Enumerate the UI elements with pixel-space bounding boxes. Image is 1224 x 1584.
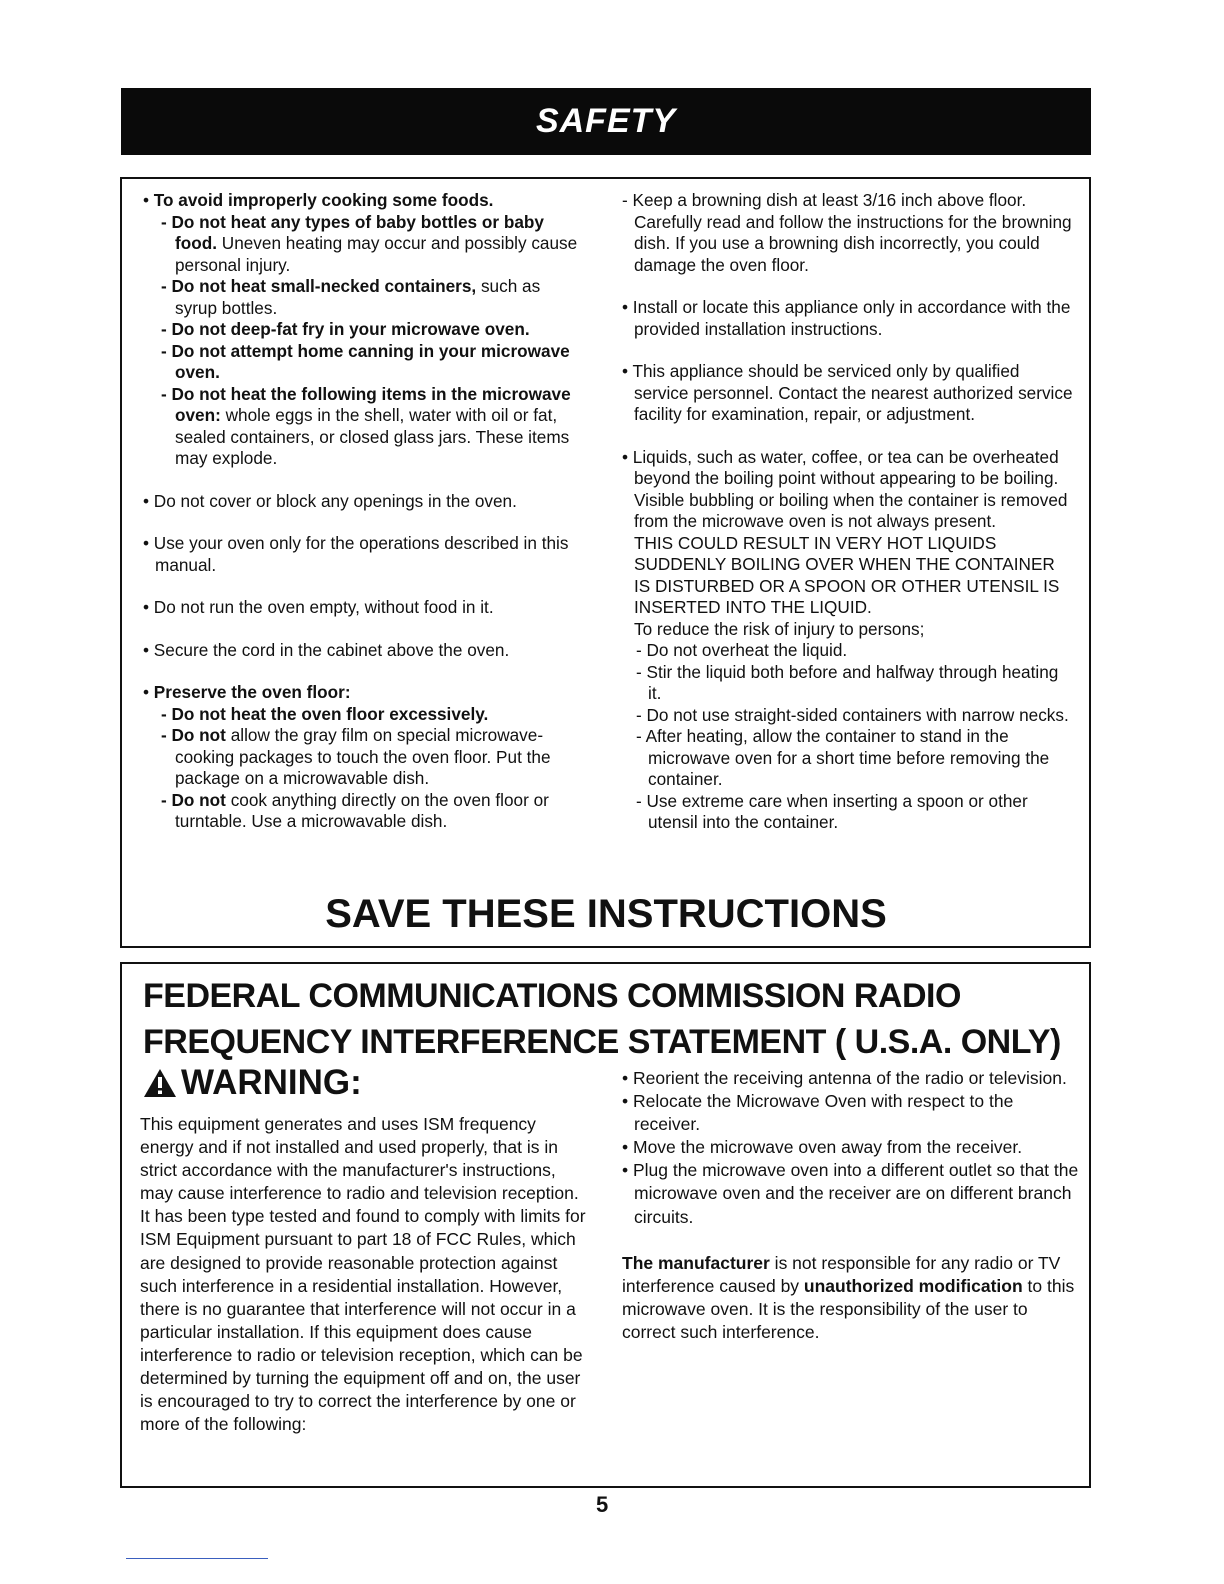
list-item: - Do not heat the oven floor excessively. — [161, 703, 489, 724]
list-item: - Do not heat the following items in the microwave oven: whole eggs in the shell, water with oil or fat, sealed containers, or closed glass jars. These items may explode. — [161, 383, 571, 468]
list-item: - Do not allow the gray film on special microwave-cooking packages to touch the oven floor. Put the package on a microwavable dish. — [161, 725, 551, 788]
list-item: • Relocate the Microwave Oven with respect to the receiver. — [622, 1091, 1014, 1135]
section-header — [121, 88, 1091, 155]
list-item: - Use extreme care when inserting a spoon or other utensil into the container. — [636, 790, 1028, 832]
list-item: - Keep a browning dish at least 3/16 inch above floor. Carefully read and follow the instructions for the browning dish. If you use a browning dish incorrectly, you could damage the oven floor. — [622, 190, 1072, 275]
list-item: • Preserve the oven floor: — [143, 682, 351, 702]
fcc-left-column — [140, 1113, 588, 1436]
footer-line — [126, 1558, 268, 1559]
fcc-right-column — [622, 1067, 1082, 1344]
list-item: • Reorient the receiving antenna of the radio or television. — [622, 1068, 1067, 1088]
warning-heading — [143, 1063, 362, 1103]
warning-label: WARNING: — [181, 1063, 362, 1102]
list-item: • Install or locate this appliance only in accordance with the provided installation instructions. — [622, 297, 1071, 339]
list-item: • To avoid improperly cooking some foods. — [143, 190, 494, 210]
list-item: • Plug the microwave oven into a different outlet so that the microwave oven and the receiver are on different branch circuits. — [622, 1160, 1079, 1227]
list-item: • Do not cover or block any openings in the oven. — [143, 490, 517, 511]
warning-caps-text: THIS COULD RESULT IN VERY HOT LIQUIDS SUDDENLY BOILING OVER WHEN THE CONTAINER IS DISTURBED OR A SPOON OR OTHER UTENSIL IS INSERTED INTO THE LIQUID. — [634, 532, 1060, 617]
list-item: • Liquids, such as water, coffee, or tea can be overheated beyond the boiling point without appearing to be boiling. Visible bubbling or boiling when the container is removed from the microwave oven is not always present. — [622, 446, 1068, 531]
list-item: - Stir the liquid both before and halfway through heating it. — [636, 661, 1059, 703]
save-instructions-heading: SAVE THESE INSTRUCTIONS — [325, 892, 887, 936]
fcc-title: FEDERAL COMMUNICATIONS COMMISSION RADIO FREQUENCY INTERFERENCE STATEMENT ( U.S.A. ONLY) — [143, 977, 1061, 1061]
list-item: - After heating, allow the container to stand in the microwave oven for a short time before removing the container. — [636, 726, 1050, 789]
list-item: - Do not attempt home canning in your microwave oven. — [161, 340, 570, 382]
list-item: - Do not use straight-sided containers with narrow necks. — [636, 704, 1069, 725]
list-item: - Do not heat any types of baby bottles or baby food. Uneven heating may occur and possibly cause personal injury. — [161, 211, 578, 275]
list-item: - Do not deep-fat fry in your microwave oven. — [161, 319, 530, 339]
warning-triangle-icon — [143, 1068, 177, 1098]
list-item: - Do not overheat the liquid. — [636, 640, 848, 660]
page-number: 5 — [596, 1492, 609, 1517]
list-item: - Do not cook anything directly on the oven floor or turntable. Use a microwavable dish. — [161, 789, 549, 831]
list-item: • Use your oven only for the operations described in this manual. — [143, 533, 569, 575]
list-item: • This appliance should be serviced only by qualified service personnel. Contact the nearest authorized service facility for examination, repair, or adjustment. — [622, 361, 1073, 424]
manufacturer-note: The manufacturer is not responsible for any radio or TV interference caused by unauthorized modification to this microwave oven. It is the responsibility of the user to correct such interference. — [622, 1252, 1075, 1342]
safety-left-column — [138, 190, 578, 833]
safety-right-column — [622, 190, 1074, 834]
list-item: • Do not run the oven empty, without food in it. — [143, 597, 494, 617]
fcc-paragraph: This equipment generates and uses ISM frequency energy and if not installed and used properly, that is in strict accordance with the manufacturer's instructions, may cause interference to radio and television reception. It has been type tested and found to comply with limits for ISM Equipment pursuant to part 18 of FCC Rules, which are designed to provide reasonable protection against such interference in a residential installation. However, there is no guarantee that interference will not occur in a particular installation. If this equipment does cause interference to radio or television reception, which can be determined by turning the equipment off and on, the user is encouraged to try to correct the interference by one or more of the following: — [140, 1114, 586, 1435]
section-title: SAFETY — [535, 102, 677, 140]
list-item: - Do not heat small-necked containers, such as syrup bottles. — [161, 276, 541, 318]
reduce-risk-text: To reduce the risk of injury to persons; — [634, 618, 925, 639]
list-item: • Secure the cord in the cabinet above the oven. — [143, 639, 510, 660]
list-item: • Move the microwave oven away from the receiver. — [622, 1137, 1023, 1158]
